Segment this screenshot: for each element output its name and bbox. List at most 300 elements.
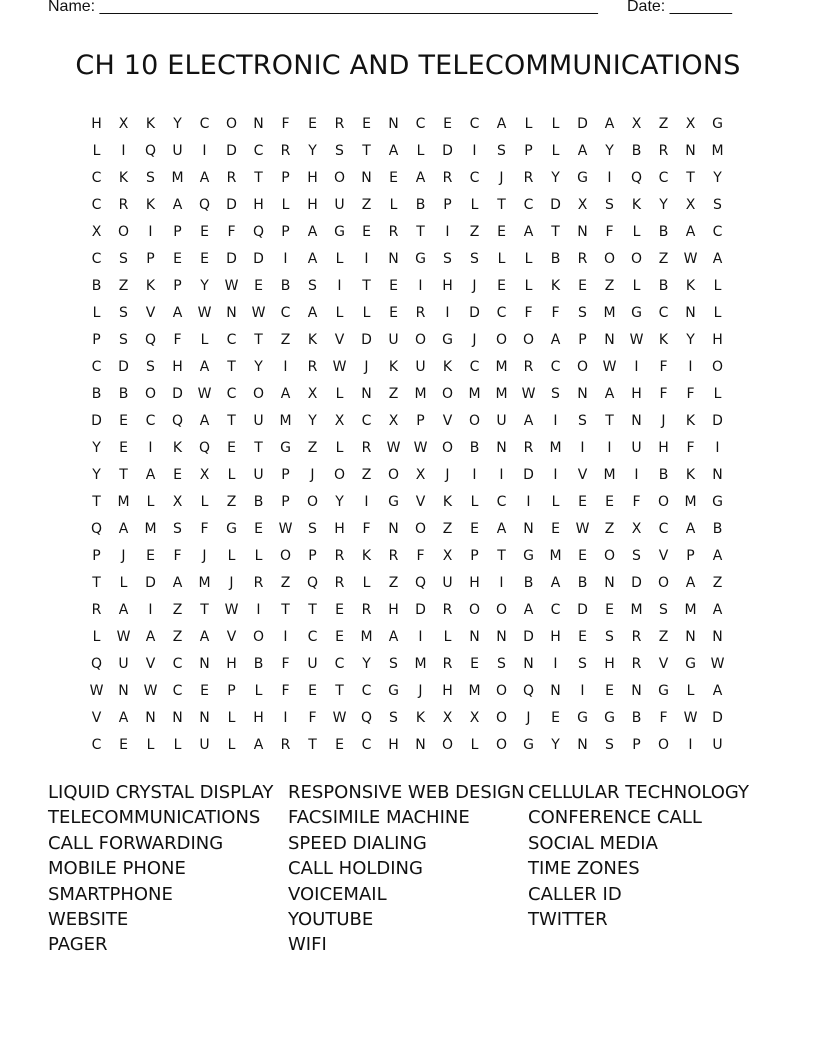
grid-letter[interactable]: Z <box>388 386 399 402</box>
grid-letter[interactable]: O <box>522 332 535 348</box>
grid-letter[interactable]: Y <box>605 143 614 159</box>
grid-letter[interactable]: I <box>445 224 450 240</box>
grid-letter[interactable]: K <box>685 413 696 429</box>
grid-letter[interactable]: I <box>364 251 369 267</box>
grid-letter[interactable]: B <box>577 575 588 591</box>
grid-letter[interactable]: L <box>713 278 722 294</box>
grid-letter[interactable]: T <box>119 467 128 483</box>
grid-letter[interactable]: C <box>658 305 669 321</box>
grid-letter[interactable]: A <box>118 521 129 537</box>
grid-letter[interactable]: O <box>495 737 508 753</box>
grid-letter[interactable]: L <box>335 440 344 456</box>
grid-letter[interactable]: I <box>121 143 126 159</box>
grid-letter[interactable]: W <box>251 305 266 321</box>
grid-letter[interactable]: H <box>712 332 723 348</box>
grid-letter[interactable]: L <box>443 629 452 645</box>
grid-letter[interactable]: E <box>335 602 344 618</box>
grid-letter[interactable]: L <box>119 575 128 591</box>
grid-letter[interactable]: M <box>468 386 481 402</box>
grid-letter[interactable]: R <box>307 359 318 375</box>
grid-letter[interactable]: L <box>146 737 155 753</box>
grid-letter[interactable]: M <box>684 494 697 510</box>
grid-letter[interactable]: B <box>253 494 264 510</box>
grid-letter[interactable]: F <box>524 305 533 321</box>
grid-letter[interactable]: Z <box>361 467 372 483</box>
grid-letter[interactable]: U <box>334 197 345 213</box>
grid-letter[interactable]: K <box>388 359 399 375</box>
grid-letter[interactable]: C <box>361 683 372 699</box>
grid-letter[interactable]: O <box>711 359 724 375</box>
grid-letter[interactable]: B <box>631 143 642 159</box>
grid-letter[interactable]: A <box>712 548 723 564</box>
grid-letter[interactable]: C <box>469 359 480 375</box>
grid-letter[interactable]: A <box>253 737 264 753</box>
grid-letter[interactable]: I <box>688 737 693 753</box>
grid-letter[interactable]: H <box>253 710 264 726</box>
grid-letter[interactable]: E <box>362 116 371 132</box>
grid-letter[interactable]: N <box>172 710 183 726</box>
grid-letter[interactable]: C <box>307 629 318 645</box>
grid-letter[interactable]: S <box>659 602 668 618</box>
grid-letter[interactable]: I <box>283 251 288 267</box>
grid-letter[interactable]: A <box>496 116 507 132</box>
grid-letter[interactable]: N <box>415 737 426 753</box>
grid-letter[interactable]: M <box>711 143 724 159</box>
grid-letter[interactable]: I <box>472 467 477 483</box>
grid-letter[interactable]: E <box>578 548 587 564</box>
grid-letter[interactable]: L <box>281 197 290 213</box>
grid-letter[interactable]: X <box>631 521 642 537</box>
grid-letter[interactable]: I <box>445 305 450 321</box>
grid-letter[interactable]: U <box>712 737 723 753</box>
grid-letter[interactable]: T <box>362 143 371 159</box>
grid-letter[interactable]: A <box>172 305 183 321</box>
grid-letter[interactable]: R <box>577 251 588 267</box>
grid-letter[interactable]: L <box>335 251 344 267</box>
grid-letter[interactable]: C <box>469 116 480 132</box>
grid-letter[interactable]: O <box>657 737 670 753</box>
grid-letter[interactable]: H <box>307 197 318 213</box>
grid-letter[interactable]: J <box>661 413 666 429</box>
grid-letter[interactable]: S <box>578 656 587 672</box>
grid-letter[interactable]: K <box>145 197 156 213</box>
grid-letter[interactable]: N <box>253 116 264 132</box>
grid-letter[interactable]: W <box>278 521 293 537</box>
grid-letter[interactable]: R <box>631 656 642 672</box>
grid-letter[interactable]: J <box>202 548 207 564</box>
grid-letter[interactable]: I <box>148 440 153 456</box>
grid-letter[interactable]: L <box>146 494 155 510</box>
grid-letter[interactable]: M <box>171 170 184 186</box>
grid-letter[interactable]: O <box>495 602 508 618</box>
grid-letter[interactable]: D <box>91 413 102 429</box>
grid-letter[interactable]: P <box>281 170 290 186</box>
grid-letter[interactable]: S <box>578 413 587 429</box>
grid-letter[interactable]: X <box>172 494 183 510</box>
grid-letter[interactable]: B <box>415 197 426 213</box>
grid-letter[interactable]: N <box>361 386 372 402</box>
grid-letter[interactable]: L <box>551 143 560 159</box>
grid-letter[interactable]: G <box>334 224 345 240</box>
grid-letter[interactable]: K <box>307 332 318 348</box>
grid-letter[interactable]: M <box>495 386 508 402</box>
grid-letter[interactable]: P <box>443 197 452 213</box>
grid-letter[interactable]: B <box>118 386 129 402</box>
grid-letter[interactable]: L <box>389 197 398 213</box>
grid-letter[interactable]: Q <box>630 170 643 186</box>
grid-letter[interactable]: N <box>145 710 156 726</box>
grid-letter[interactable]: N <box>199 710 210 726</box>
grid-letter[interactable]: K <box>118 170 129 186</box>
grid-letter[interactable]: U <box>199 737 210 753</box>
grid-letter[interactable]: R <box>118 197 129 213</box>
grid-letter[interactable]: G <box>523 737 534 753</box>
grid-letter[interactable]: O <box>576 359 589 375</box>
grid-letter[interactable]: C <box>550 602 561 618</box>
grid-letter[interactable]: O <box>414 332 427 348</box>
grid-letter[interactable]: L <box>200 494 209 510</box>
grid-letter[interactable]: O <box>414 521 427 537</box>
grid-letter[interactable]: O <box>252 629 265 645</box>
grid-letter[interactable]: Z <box>172 629 183 645</box>
grid-letter[interactable]: A <box>280 386 291 402</box>
grid-letter[interactable]: G <box>577 170 588 186</box>
grid-letter[interactable]: Z <box>280 332 291 348</box>
grid-letter[interactable]: E <box>578 494 587 510</box>
grid-letter[interactable]: I <box>553 467 558 483</box>
grid-letter[interactable]: M <box>414 656 427 672</box>
grid-letter[interactable]: L <box>200 332 209 348</box>
grid-letter[interactable]: A <box>523 224 534 240</box>
grid-letter[interactable]: G <box>631 305 642 321</box>
grid-letter[interactable]: A <box>388 629 399 645</box>
grid-letter[interactable]: L <box>524 251 533 267</box>
grid-letter[interactable]: I <box>256 602 261 618</box>
grid-letter[interactable]: T <box>227 359 236 375</box>
grid-letter[interactable]: A <box>604 386 615 402</box>
grid-letter[interactable]: E <box>605 494 614 510</box>
grid-letter[interactable]: W <box>602 359 617 375</box>
grid-letter[interactable]: Q <box>90 521 103 537</box>
grid-letter[interactable]: R <box>280 143 291 159</box>
grid-letter[interactable]: G <box>523 548 534 564</box>
grid-letter[interactable]: U <box>415 359 426 375</box>
grid-letter[interactable]: K <box>145 116 156 132</box>
grid-letter[interactable]: I <box>715 440 720 456</box>
grid-letter[interactable]: B <box>658 278 669 294</box>
grid-letter[interactable]: D <box>550 197 561 213</box>
grid-letter[interactable]: I <box>580 440 585 456</box>
grid-letter[interactable]: A <box>145 629 156 645</box>
grid-letter[interactable]: A <box>118 602 129 618</box>
grid-letter[interactable]: I <box>607 440 612 456</box>
grid-letter[interactable]: O <box>279 548 292 564</box>
grid-letter[interactable]: P <box>281 494 290 510</box>
grid-letter[interactable]: N <box>577 737 588 753</box>
grid-letter[interactable]: P <box>227 683 236 699</box>
grid-letter[interactable]: T <box>497 197 506 213</box>
grid-letter[interactable]: A <box>199 629 210 645</box>
grid-letter[interactable]: O <box>333 170 346 186</box>
grid-letter[interactable]: T <box>254 170 263 186</box>
grid-letter[interactable]: J <box>121 548 126 564</box>
grid-letter[interactable]: W <box>197 305 212 321</box>
name-field[interactable]: Name: ________________________________________________________ <box>48 0 598 15</box>
grid-letter[interactable]: L <box>335 386 344 402</box>
grid-letter[interactable]: P <box>578 332 587 348</box>
grid-letter[interactable]: E <box>605 602 614 618</box>
grid-letter[interactable]: L <box>686 683 695 699</box>
grid-letter[interactable]: D <box>523 629 534 645</box>
grid-letter[interactable]: U <box>496 413 507 429</box>
grid-letter[interactable]: B <box>469 440 480 456</box>
grid-letter[interactable]: A <box>712 683 723 699</box>
grid-letter[interactable]: T <box>686 170 695 186</box>
grid-letter[interactable]: C <box>199 116 210 132</box>
grid-letter[interactable]: S <box>119 332 128 348</box>
grid-letter[interactable]: W <box>683 251 698 267</box>
grid-letter[interactable]: C <box>172 683 183 699</box>
grid-letter[interactable]: Q <box>144 143 157 159</box>
grid-letter[interactable]: F <box>200 521 209 537</box>
grid-letter[interactable]: T <box>497 548 506 564</box>
grid-letter[interactable]: W <box>683 710 698 726</box>
grid-letter[interactable]: U <box>307 656 318 672</box>
grid-letter[interactable]: L <box>470 494 479 510</box>
grid-letter[interactable]: C <box>361 737 372 753</box>
grid-letter[interactable]: R <box>442 170 453 186</box>
grid-letter[interactable]: L <box>92 629 101 645</box>
grid-letter[interactable]: L <box>470 197 479 213</box>
grid-letter[interactable]: J <box>364 359 369 375</box>
grid-letter[interactable]: X <box>442 710 453 726</box>
grid-letter[interactable]: D <box>577 116 588 132</box>
grid-letter[interactable]: K <box>685 278 696 294</box>
grid-letter[interactable]: T <box>254 440 263 456</box>
grid-letter[interactable]: B <box>280 278 291 294</box>
grid-letter[interactable]: B <box>550 251 561 267</box>
grid-letter[interactable]: G <box>388 683 399 699</box>
grid-letter[interactable]: A <box>388 143 399 159</box>
grid-letter[interactable]: M <box>603 467 616 483</box>
grid-letter[interactable]: A <box>307 305 318 321</box>
grid-letter[interactable]: F <box>632 494 641 510</box>
grid-letter[interactable]: L <box>551 116 560 132</box>
grid-letter[interactable]: A <box>118 710 129 726</box>
grid-letter[interactable]: Y <box>173 116 182 132</box>
grid-letter[interactable]: W <box>143 683 158 699</box>
grid-letter[interactable]: F <box>281 656 290 672</box>
grid-letter[interactable]: V <box>91 710 102 726</box>
grid-letter[interactable]: J <box>499 170 504 186</box>
grid-letter[interactable]: S <box>146 170 155 186</box>
grid-letter[interactable]: Z <box>118 278 129 294</box>
grid-letter[interactable]: O <box>252 386 265 402</box>
grid-letter[interactable]: H <box>91 116 102 132</box>
grid-letter[interactable]: M <box>630 602 643 618</box>
grid-letter[interactable]: E <box>119 440 128 456</box>
grid-letter[interactable]: S <box>146 359 155 375</box>
grid-letter[interactable]: O <box>495 683 508 699</box>
grid-letter[interactable]: S <box>578 305 587 321</box>
grid-letter[interactable]: O <box>657 494 670 510</box>
grid-letter[interactable]: Y <box>713 170 722 186</box>
grid-letter[interactable]: J <box>445 467 450 483</box>
grid-letter[interactable]: I <box>202 143 207 159</box>
grid-letter[interactable]: U <box>118 656 129 672</box>
grid-letter[interactable]: O <box>387 467 400 483</box>
grid-letter[interactable]: G <box>604 710 615 726</box>
grid-letter[interactable]: U <box>442 575 453 591</box>
grid-letter[interactable]: W <box>386 440 401 456</box>
grid-letter[interactable]: R <box>91 602 102 618</box>
grid-letter[interactable]: K <box>442 494 453 510</box>
grid-letter[interactable]: L <box>524 116 533 132</box>
grid-letter[interactable]: Y <box>308 143 317 159</box>
grid-letter[interactable]: L <box>362 575 371 591</box>
grid-letter[interactable]: I <box>472 143 477 159</box>
grid-letter[interactable]: C <box>91 359 102 375</box>
grid-letter[interactable]: R <box>388 224 399 240</box>
grid-letter[interactable]: C <box>415 116 426 132</box>
grid-letter[interactable]: R <box>334 548 345 564</box>
grid-letter[interactable]: L <box>335 305 344 321</box>
grid-letter[interactable]: L <box>254 548 263 564</box>
grid-letter[interactable]: Z <box>658 629 669 645</box>
grid-letter[interactable]: C <box>334 656 345 672</box>
grid-letter[interactable]: I <box>418 278 423 294</box>
grid-letter[interactable]: Q <box>306 575 319 591</box>
grid-letter[interactable]: L <box>632 224 641 240</box>
grid-letter[interactable]: M <box>198 575 211 591</box>
grid-letter[interactable]: N <box>577 224 588 240</box>
grid-letter[interactable]: E <box>389 278 398 294</box>
grid-letter[interactable]: M <box>603 305 616 321</box>
grid-letter[interactable]: I <box>283 359 288 375</box>
grid-letter[interactable]: F <box>659 359 668 375</box>
grid-letter[interactable]: A <box>415 170 426 186</box>
grid-letter[interactable]: M <box>468 683 481 699</box>
grid-letter[interactable]: T <box>308 602 317 618</box>
grid-letter[interactable]: C <box>253 143 264 159</box>
grid-letter[interactable]: G <box>658 683 669 699</box>
grid-letter[interactable]: X <box>307 386 318 402</box>
grid-letter[interactable]: S <box>497 656 506 672</box>
grid-letter[interactable]: F <box>659 386 668 402</box>
grid-letter[interactable]: A <box>496 521 507 537</box>
grid-letter[interactable]: D <box>523 467 534 483</box>
grid-letter[interactable]: T <box>92 494 101 510</box>
grid-letter[interactable]: L <box>227 467 236 483</box>
grid-letter[interactable]: C <box>91 251 102 267</box>
grid-letter[interactable]: P <box>632 737 641 753</box>
grid-letter[interactable]: T <box>200 602 209 618</box>
grid-letter[interactable]: F <box>173 548 182 564</box>
grid-letter[interactable]: A <box>577 143 588 159</box>
grid-letter[interactable]: S <box>632 548 641 564</box>
grid-letter[interactable]: Z <box>658 116 669 132</box>
grid-letter[interactable]: N <box>496 440 507 456</box>
grid-letter[interactable]: O <box>657 575 670 591</box>
grid-letter[interactable]: P <box>146 251 155 267</box>
grid-letter[interactable]: H <box>388 602 399 618</box>
grid-letter[interactable]: K <box>658 332 669 348</box>
grid-letter[interactable]: E <box>551 521 560 537</box>
grid-letter[interactable]: B <box>631 710 642 726</box>
grid-letter[interactable]: N <box>685 305 696 321</box>
grid-letter[interactable]: S <box>119 251 128 267</box>
grid-letter[interactable]: A <box>712 602 723 618</box>
grid-letter[interactable]: L <box>632 278 641 294</box>
grid-letter[interactable]: D <box>712 710 723 726</box>
grid-letter[interactable]: I <box>580 683 585 699</box>
grid-letter[interactable]: A <box>550 575 561 591</box>
grid-letter[interactable]: C <box>496 305 507 321</box>
grid-letter[interactable]: B <box>712 521 723 537</box>
grid-letter[interactable]: J <box>310 467 315 483</box>
grid-letter[interactable]: Q <box>252 224 265 240</box>
grid-letter[interactable]: C <box>361 413 372 429</box>
grid-letter[interactable]: W <box>710 656 725 672</box>
grid-letter[interactable]: F <box>227 224 236 240</box>
grid-letter[interactable]: P <box>281 224 290 240</box>
grid-letter[interactable]: V <box>145 305 156 321</box>
grid-letter[interactable]: V <box>334 332 345 348</box>
grid-letter[interactable]: J <box>418 683 423 699</box>
grid-letter[interactable]: Y <box>551 170 560 186</box>
grid-letter[interactable]: H <box>604 656 615 672</box>
grid-letter[interactable]: R <box>334 116 345 132</box>
grid-letter[interactable]: S <box>605 737 614 753</box>
grid-letter[interactable]: N <box>388 251 399 267</box>
grid-letter[interactable]: F <box>173 332 182 348</box>
grid-letter[interactable]: C <box>91 170 102 186</box>
grid-letter[interactable]: S <box>713 197 722 213</box>
grid-letter[interactable]: E <box>119 737 128 753</box>
grid-letter[interactable]: U <box>253 467 264 483</box>
grid-letter[interactable]: V <box>658 656 669 672</box>
grid-letter[interactable]: R <box>631 629 642 645</box>
grid-letter[interactable]: G <box>442 332 453 348</box>
grid-letter[interactable]: R <box>442 656 453 672</box>
grid-letter[interactable]: H <box>442 278 453 294</box>
grid-letter[interactable]: E <box>578 278 587 294</box>
grid-letter[interactable]: N <box>604 575 615 591</box>
grid-letter[interactable]: H <box>226 656 237 672</box>
grid-letter[interactable]: A <box>604 116 615 132</box>
grid-letter[interactable]: P <box>470 548 479 564</box>
grid-letter[interactable]: X <box>199 467 210 483</box>
grid-letter[interactable]: A <box>523 602 534 618</box>
grid-letter[interactable]: L <box>362 305 371 321</box>
grid-letter[interactable]: K <box>442 359 453 375</box>
grid-letter[interactable]: N <box>550 683 561 699</box>
grid-letter[interactable]: L <box>227 737 236 753</box>
grid-letter[interactable]: K <box>361 548 372 564</box>
grid-letter[interactable]: J <box>472 278 477 294</box>
grid-letter[interactable]: H <box>253 197 264 213</box>
grid-letter[interactable]: U <box>253 413 264 429</box>
grid-letter[interactable]: E <box>173 251 182 267</box>
grid-letter[interactable]: V <box>442 413 453 429</box>
grid-letter[interactable]: Z <box>469 224 480 240</box>
grid-letter[interactable]: I <box>499 575 504 591</box>
grid-letter[interactable]: L <box>470 737 479 753</box>
grid-letter[interactable]: C <box>523 197 534 213</box>
grid-letter[interactable]: B <box>523 575 534 591</box>
grid-letter[interactable]: E <box>119 413 128 429</box>
grid-letter[interactable]: L <box>713 305 722 321</box>
